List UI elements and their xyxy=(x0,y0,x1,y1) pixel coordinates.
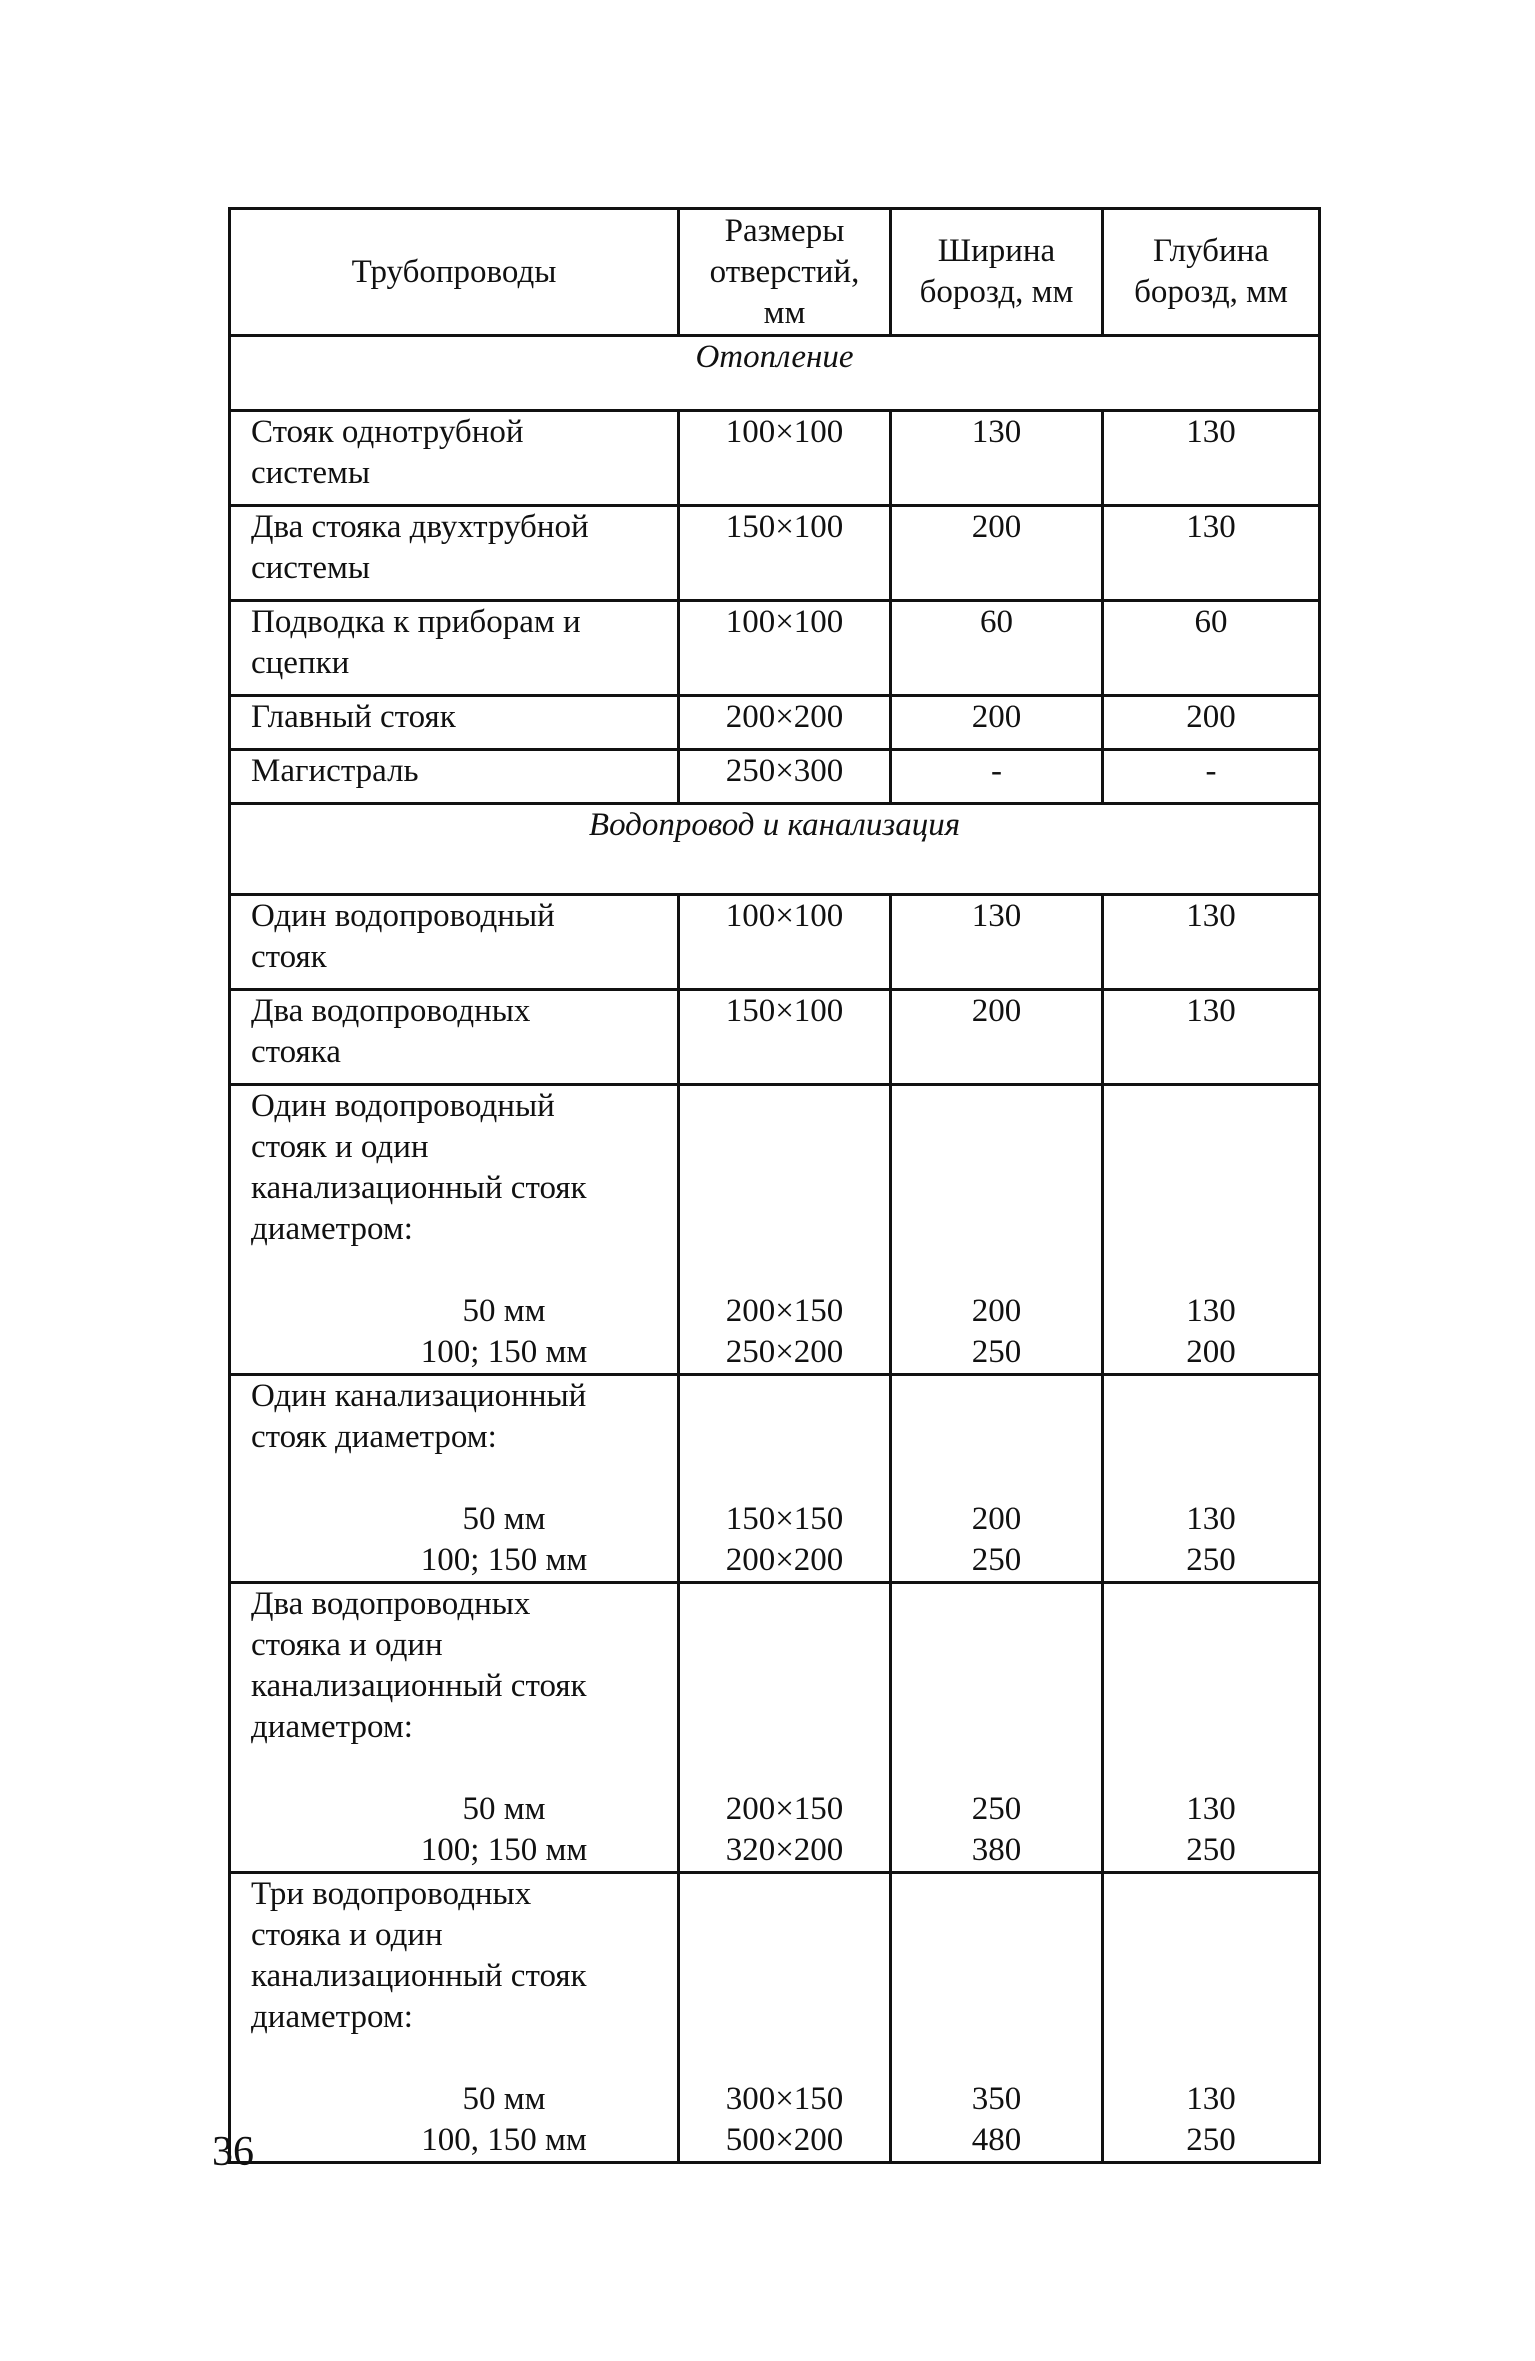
table-row xyxy=(230,990,1320,1085)
pipeline-name-cell xyxy=(230,506,679,601)
pipeline-name-line: канализационный стояк xyxy=(251,1958,587,1994)
cell-value: 500×200 xyxy=(725,2122,844,2158)
cell-value: 250 xyxy=(1186,2122,1236,2158)
spacer xyxy=(892,1086,1101,1291)
diameter-label: 100; 150 мм xyxy=(420,1832,588,1868)
table-body xyxy=(230,336,1320,2163)
groove-width-cell: 200 xyxy=(891,696,1103,750)
groove-depth-cell: - xyxy=(1103,750,1320,804)
cell-value: 250 xyxy=(971,1791,1022,1827)
cell-value: 130 xyxy=(1186,2081,1236,2117)
header-groove-width xyxy=(891,209,1103,336)
pipeline-name-line: Два стояка двухтрубной xyxy=(251,509,589,545)
groove-width-cell: 130 xyxy=(891,411,1103,506)
groove-width-cell: - xyxy=(891,750,1103,804)
pipeline-name-line: Три водопроводных xyxy=(251,1876,532,1912)
cell-value: 250 xyxy=(1186,1832,1236,1868)
cell-value: 380 xyxy=(971,1832,1022,1868)
diameter-label: 50 мм xyxy=(462,1501,546,1537)
pipeline-name-line: канализационный стояк xyxy=(251,1170,587,1206)
opening-size-cell: 150×100 xyxy=(679,506,891,601)
opening-size-cell xyxy=(679,1375,891,1583)
pipeline-name-line: Главный стояк xyxy=(251,699,456,735)
cell-value: 480 xyxy=(971,2122,1022,2158)
opening-size-cell: 100×100 xyxy=(679,895,891,990)
section-row xyxy=(230,804,1320,895)
spacer xyxy=(892,1584,1101,1789)
spacer xyxy=(680,1874,889,2079)
table-row xyxy=(230,1375,1320,1583)
header-line: борозд, мм xyxy=(919,274,1074,310)
pipeline-name-line: стояка xyxy=(251,1034,341,1070)
pipeline-name-cell xyxy=(230,750,679,804)
pipeline-name-cell xyxy=(230,1085,679,1375)
pipeline-name-line: стояка и один xyxy=(251,1917,443,1953)
opening-size-cell: 250×300 xyxy=(679,750,891,804)
groove-width-cell xyxy=(891,1583,1103,1873)
spacer xyxy=(1104,1584,1318,1789)
header-line: отверстий, xyxy=(709,253,860,290)
groove-depth-cell xyxy=(1103,1873,1320,2163)
cell-value: 200×150 xyxy=(725,1791,844,1827)
groove-depth-cell: 130 xyxy=(1103,990,1320,1085)
cell-value: 250 xyxy=(1186,1542,1236,1578)
diameter-label: 100; 150 мм xyxy=(420,1542,588,1578)
spacer xyxy=(1104,1376,1318,1499)
header-groove-depth xyxy=(1103,209,1320,336)
cell-value: 250×200 xyxy=(725,1334,844,1370)
cell-value: 250 xyxy=(971,1542,1022,1578)
cell-value: 200 xyxy=(971,1501,1022,1537)
opening-size-cell: 100×100 xyxy=(679,601,891,696)
header-line: мм xyxy=(763,294,806,331)
cell-value: 200×200 xyxy=(725,1542,844,1578)
header-line: Трубопроводы xyxy=(351,253,557,290)
opening-size-cell xyxy=(679,1873,891,2163)
cell-value: 200 xyxy=(1186,1334,1236,1370)
table-row xyxy=(230,895,1320,990)
pipeline-name-cell xyxy=(230,1873,679,2163)
table-header-row xyxy=(230,209,1320,336)
cell-value: 130 xyxy=(1186,1791,1236,1827)
cell-value: 320×200 xyxy=(725,1832,844,1868)
diameter-label: 50 мм xyxy=(462,1791,546,1827)
pipeline-name-line: диаметром: xyxy=(251,1211,413,1247)
section-title-text: Отопление xyxy=(695,339,854,375)
spacer xyxy=(680,1584,889,1789)
pipeline-name-line: стояк диаметром: xyxy=(251,1419,497,1455)
pipeline-name-cell xyxy=(230,1375,679,1583)
pipeline-name-line: Стояк однотрубной xyxy=(251,414,524,450)
spacer xyxy=(892,1376,1101,1499)
groove-width-cell xyxy=(891,1873,1103,2163)
table-row xyxy=(230,1085,1320,1375)
pipeline-name-line: Два водопроводных xyxy=(251,993,531,1029)
pipeline-name-cell xyxy=(230,411,679,506)
pipeline-name-cell xyxy=(230,696,679,750)
pipeline-name-line: Один водопроводный xyxy=(251,898,555,934)
pipeline-name-line: Подводка к приборам и xyxy=(251,604,581,640)
groove-depth-cell: 130 xyxy=(1103,411,1320,506)
groove-width-cell: 200 xyxy=(891,506,1103,601)
groove-width-cell: 60 xyxy=(891,601,1103,696)
spacer xyxy=(680,1376,889,1499)
section-title-text: Водопровод и канализация xyxy=(588,807,961,843)
diameter-label: 50 мм xyxy=(462,2081,546,2117)
spacer xyxy=(251,2038,677,2079)
cell-value: 130 xyxy=(1186,1501,1236,1537)
opening-size-cell: 100×100 xyxy=(679,411,891,506)
table-row xyxy=(230,1583,1320,1873)
pipeline-name-line: диаметром: xyxy=(251,1999,413,2035)
section-row xyxy=(230,336,1320,411)
pipelines-table xyxy=(228,207,1321,2164)
header-pipelines xyxy=(230,209,679,336)
header-opening-sizes xyxy=(679,209,891,336)
pipeline-name-line: стояк и один xyxy=(251,1129,429,1165)
page-number: 36 xyxy=(212,2129,254,2175)
table-row xyxy=(230,1873,1320,2163)
table-row xyxy=(230,696,1320,750)
opening-size-cell: 200×200 xyxy=(679,696,891,750)
pipeline-name-line: Два водопроводных xyxy=(251,1586,531,1622)
pipeline-name-line: канализационный стояк xyxy=(251,1668,587,1704)
table-row xyxy=(230,411,1320,506)
cell-value: 150×150 xyxy=(725,1501,844,1537)
diameter-label: 100, 150 мм xyxy=(421,2122,587,2158)
spacer xyxy=(680,1086,889,1291)
section-title xyxy=(230,336,1320,411)
pipeline-name-line: диаметром: xyxy=(251,1709,413,1745)
table-row xyxy=(230,506,1320,601)
groove-depth-cell: 200 xyxy=(1103,696,1320,750)
groove-depth-cell xyxy=(1103,1375,1320,1583)
opening-size-cell xyxy=(679,1085,891,1375)
cell-value: 130 xyxy=(1186,1293,1236,1329)
cell-value: 200×150 xyxy=(725,1293,844,1329)
groove-depth-cell: 130 xyxy=(1103,895,1320,990)
pipeline-name-line: Магистраль xyxy=(251,753,419,789)
groove-depth-cell: 130 xyxy=(1103,506,1320,601)
spacer xyxy=(251,1748,677,1789)
pipeline-name-cell xyxy=(230,601,679,696)
spacer xyxy=(251,1250,677,1291)
header-line: Ширина xyxy=(937,233,1056,269)
groove-width-cell: 200 xyxy=(891,990,1103,1085)
header-line: Размеры xyxy=(724,212,845,249)
groove-depth-cell xyxy=(1103,1085,1320,1375)
cell-value: 300×150 xyxy=(725,2081,844,2117)
spacer xyxy=(1104,1086,1318,1291)
pipeline-name-cell xyxy=(230,990,679,1085)
section-title xyxy=(230,804,1320,895)
spacer xyxy=(892,1874,1101,2079)
opening-size-cell xyxy=(679,1583,891,1873)
pipeline-name-line: системы xyxy=(251,550,371,586)
table-row xyxy=(230,750,1320,804)
pipeline-name-cell xyxy=(230,895,679,990)
opening-size-cell: 150×100 xyxy=(679,990,891,1085)
header-line: борозд, мм xyxy=(1134,274,1288,310)
pipeline-name-line: Один водопроводный xyxy=(251,1088,555,1124)
pipeline-name-cell xyxy=(230,1583,679,1873)
spacer xyxy=(1104,1874,1318,2079)
groove-width-cell: 130 xyxy=(891,895,1103,990)
diameter-label: 100; 150 мм xyxy=(420,1334,588,1370)
groove-width-cell xyxy=(891,1375,1103,1583)
groove-depth-cell xyxy=(1103,1583,1320,1873)
groove-width-cell xyxy=(891,1085,1103,1375)
cell-value: 200 xyxy=(971,1293,1022,1329)
pipeline-name-line: стояка и один xyxy=(251,1627,443,1663)
pipeline-name-line: стояк xyxy=(251,939,327,975)
header-line: Глубина xyxy=(1153,233,1269,269)
table-row xyxy=(230,601,1320,696)
diameter-label: 50 мм xyxy=(462,1293,546,1329)
groove-depth-cell: 60 xyxy=(1103,601,1320,696)
spacer xyxy=(251,1458,677,1499)
cell-value: 250 xyxy=(971,1334,1022,1370)
pipeline-name-line: сцепки xyxy=(251,645,350,681)
cell-value: 350 xyxy=(971,2081,1022,2117)
pipeline-name-line: Один канализационный xyxy=(251,1378,587,1414)
pipeline-name-line: системы xyxy=(251,455,371,491)
